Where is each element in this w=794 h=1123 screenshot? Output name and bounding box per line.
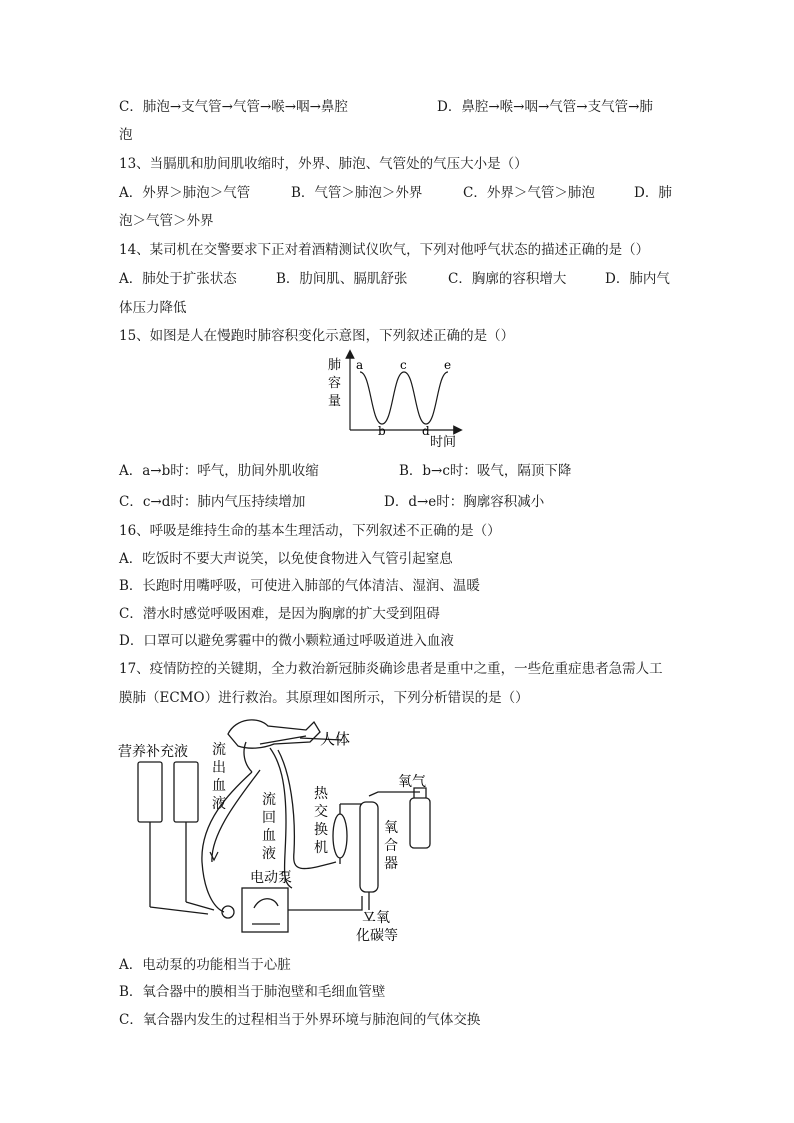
q16-stem: 16、呼吸是维持生命的基本生理活动，下列叙述不正确的是（） <box>119 523 501 539</box>
nutrition-bag-right <box>174 762 198 822</box>
q12-option-d: D．鼻腔→喉→咽→气管→支气管→肺 <box>437 99 653 115</box>
label-inflow <box>262 791 276 862</box>
y-label-3: 量 <box>328 394 342 409</box>
svg-text:化碳等: 化碳等 <box>356 928 398 944</box>
svg-text:出: 出 <box>212 760 226 776</box>
svg-text:血: 血 <box>212 778 226 794</box>
q14-option-b: B．肋间肌、膈肌舒张 <box>276 271 408 287</box>
q17-option-b: B．氧合器中的膜相当于肺泡壁和毛细血管壁 <box>119 984 386 1000</box>
point-label-b: b <box>378 424 386 438</box>
lung-volume-curve <box>360 372 448 424</box>
svg-text:氧: 氧 <box>384 820 398 836</box>
q17-option-c: C．氧合器内发生的过程相当于外界环境与肺泡间的气体交换 <box>119 1012 481 1028</box>
label-pump: 电动泵 <box>250 870 292 886</box>
label-co2 <box>356 910 398 944</box>
patient-figure <box>228 720 320 748</box>
label-outflow <box>212 741 226 812</box>
label-heat-exchanger <box>314 785 329 856</box>
svg-text:液: 液 <box>262 846 276 862</box>
label-human-body: 人体 <box>320 730 351 748</box>
q16-option-c: C．潜水时感觉呼吸困难，是因为胸廓的扩大受到阻碍 <box>119 606 440 622</box>
svg-text:换: 换 <box>314 822 328 838</box>
label-oxygen: 氧气 <box>398 774 426 790</box>
svg-text:液: 液 <box>212 796 226 812</box>
q13-option-b: B．气管＞肺泡＞外界 <box>291 185 423 201</box>
svg-text:回: 回 <box>262 810 276 826</box>
svg-text:器: 器 <box>384 856 398 872</box>
x-label: 时间 <box>430 435 457 450</box>
q15-stem: 15、如图是人在慢跑时肺容积变化示意图，下列叙述正确的是（） <box>119 328 515 344</box>
electric-pump <box>242 888 288 932</box>
lung-volume-chart <box>318 348 478 452</box>
q13-option-c: C．外界＞气管＞肺泡 <box>463 185 595 201</box>
y-label-1: 肺 <box>328 358 342 373</box>
point-label-d: d <box>422 424 430 438</box>
q15-option-d: D．d→e时：胸廓容积减小 <box>384 494 545 510</box>
q14-option-a: A．肺处于扩张状态 <box>119 271 237 287</box>
q15-option-b: B．b→c时：吸气，隔顶下降 <box>399 463 572 479</box>
q17-stem-wrap: 膜肺（ECMO）进行救治。其原理如图所示，下列分析错误的是（） <box>119 690 529 706</box>
q16-option-a: A．吃饭时不要大声说笑，以免使食物进入气管引起窒息 <box>119 551 453 567</box>
svg-text:血: 血 <box>262 828 276 844</box>
label-nutrition: 营养补充液 <box>118 744 188 760</box>
point-label-c: c <box>400 358 407 372</box>
q13-option-a: A．外界＞肺泡＞气管 <box>119 185 251 201</box>
svg-text:热: 热 <box>314 786 328 802</box>
svg-text:交: 交 <box>314 804 328 820</box>
svg-text:机: 机 <box>314 840 328 856</box>
q13-option-d: D．肺 <box>634 185 672 201</box>
q17-option-a: A．电动泵的功能相当于心脏 <box>119 957 291 973</box>
heat-exchanger <box>333 814 347 858</box>
q15-option-a: A．a→b时：呼气，肋间外肌收缩 <box>119 463 319 479</box>
outflow-tube <box>202 772 252 912</box>
label-oxygenator <box>384 820 398 872</box>
oxygen-tank <box>410 798 430 848</box>
q13-stem: 13、当膈肌和肋间肌收缩时，外界、肺泡、气管处的气压大小是（） <box>119 156 528 172</box>
svg-text:二氧: 二氧 <box>362 910 390 926</box>
q16-option-b: B．长跑时用嘴呼吸，可使进入肺部的气体清洁、湿润、温暖 <box>119 578 480 594</box>
ecmo-diagram <box>110 712 450 948</box>
q14-option-d-wrap: 体压力降低 <box>119 300 187 316</box>
q12-option-c: C．肺泡→支气管→气管→喉→咽→鼻腔 <box>119 99 348 115</box>
q17-stem: 17、疫情防控的关键期，全力救治新冠肺炎确诊患者是重中之重，一些危重症患者急需人工 <box>119 661 663 677</box>
oxygenator <box>360 802 378 892</box>
nutrition-bag-left <box>138 762 162 822</box>
q13-option-d-wrap: 泡＞气管＞外界 <box>119 213 214 229</box>
y-label-2: 容 <box>328 376 342 391</box>
q14-stem: 14、某司机在交警要求下正对着酒精测试仪吹气，下列对他呼气状态的描述正确的是（） <box>119 242 650 258</box>
q14-option-d: D．肺内气 <box>605 271 670 287</box>
point-label-e: e <box>444 358 452 372</box>
point-label-a: a <box>356 358 364 372</box>
svg-text:流: 流 <box>262 792 276 808</box>
q12-option-d-wrap: 泡 <box>119 127 133 143</box>
q15-option-c: C．c→d时：肺内气压持续增加 <box>119 494 306 510</box>
svg-text:合: 合 <box>384 838 398 854</box>
q14-option-c: C．胸廓的容积增大 <box>448 271 567 287</box>
q16-option-d: D．口罩可以避免雾霾中的微小颗粒通过呼吸道进入血液 <box>119 633 454 649</box>
svg-text:流: 流 <box>212 742 226 758</box>
